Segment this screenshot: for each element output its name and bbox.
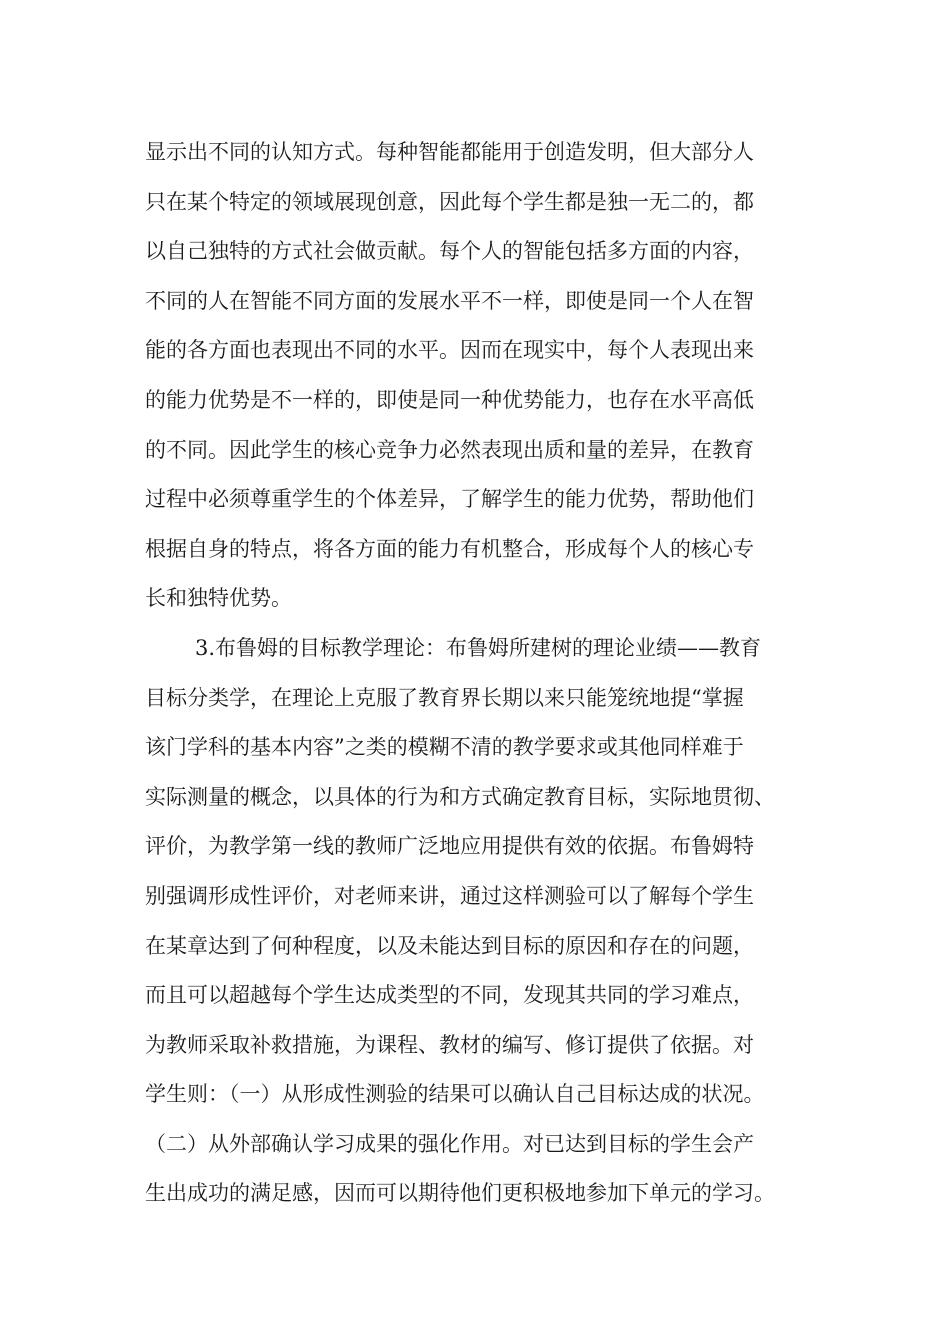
text-line: 显示出不同的认知方式。每种智能都能用于创造发明，但大部分人: [145, 140, 754, 164]
text-line: 别强调形成性评价，对老师来讲，通过这样测验可以了解每个学生: [145, 883, 754, 908]
text-line: 评价，为教学第一线的教师广泛地应用提供有效的依据。布鲁姆特: [145, 834, 754, 859]
text-line: 实际测量的概念，以具体的行为和方式确定教育目标，实际地贯彻、: [145, 784, 775, 809]
text-line: 为教师采取补救措施，为课程、教材的编写、修订提供了依据。对: [145, 1032, 754, 1057]
text-line: 学生则：（一）从形成性测验的结果可以确认自己目标达成的状况。: [145, 1082, 765, 1107]
text-line: （二）从外部确认学习成果的强化作用。对已达到目标的学生会产: [145, 1131, 754, 1156]
text-line: 长和独特优势。: [145, 586, 292, 611]
text-line: 只在某个特定的领域展现创意，因此每个学生都是独一无二的，都: [145, 189, 754, 214]
text-line: 而且可以超越每个学生达成类型的不同，发现其共同的学习难点，: [145, 983, 754, 1008]
text-line: 生出成功的满足感，因而可以期待他们更积极地参加下单元的学习。: [145, 1181, 775, 1206]
text-line: 该门学科的基本内容”之类的模糊不清的教学要求或其他同样难于: [145, 735, 744, 760]
text-line: 根据自身的特点，将各方面的能力有机整合，形成每个人的核心专: [145, 536, 754, 561]
text-line: 以自己独特的方式社会做贡献。每个人的智能包括多方面的内容，: [145, 239, 754, 264]
text-line: 过程中必须尊重学生的个体差异，了解学生的能力优势，帮助他们: [145, 487, 754, 512]
text-line: 在某章达到了何种程度，以及未能达到目标的原因和存在的问题，: [145, 933, 754, 958]
text-line: 不同的人在智能不同方面的发展水平不一样，即使是同一个人在智: [145, 288, 754, 313]
text-line: 的能力优势是不一样的，即使是同一种优势能力，也存在水平高低: [145, 387, 754, 412]
text-line: 能的各方面也表现出不同的水平。因而在现实中，每个人表现出来: [145, 338, 754, 363]
body-text: [145, 128, 835, 1219]
text-line: 的不同。因此学生的核心竞争力必然表现出质和量的差异，在教育: [145, 437, 754, 462]
text-line: 目标分类学，在理论上克服了教育界长期以来只能笼统地提“掌握: [145, 685, 744, 710]
section-heading-line: 3.布鲁姆的目标教学理论：布鲁姆所建树的理论业绩——教育: [195, 635, 762, 660]
